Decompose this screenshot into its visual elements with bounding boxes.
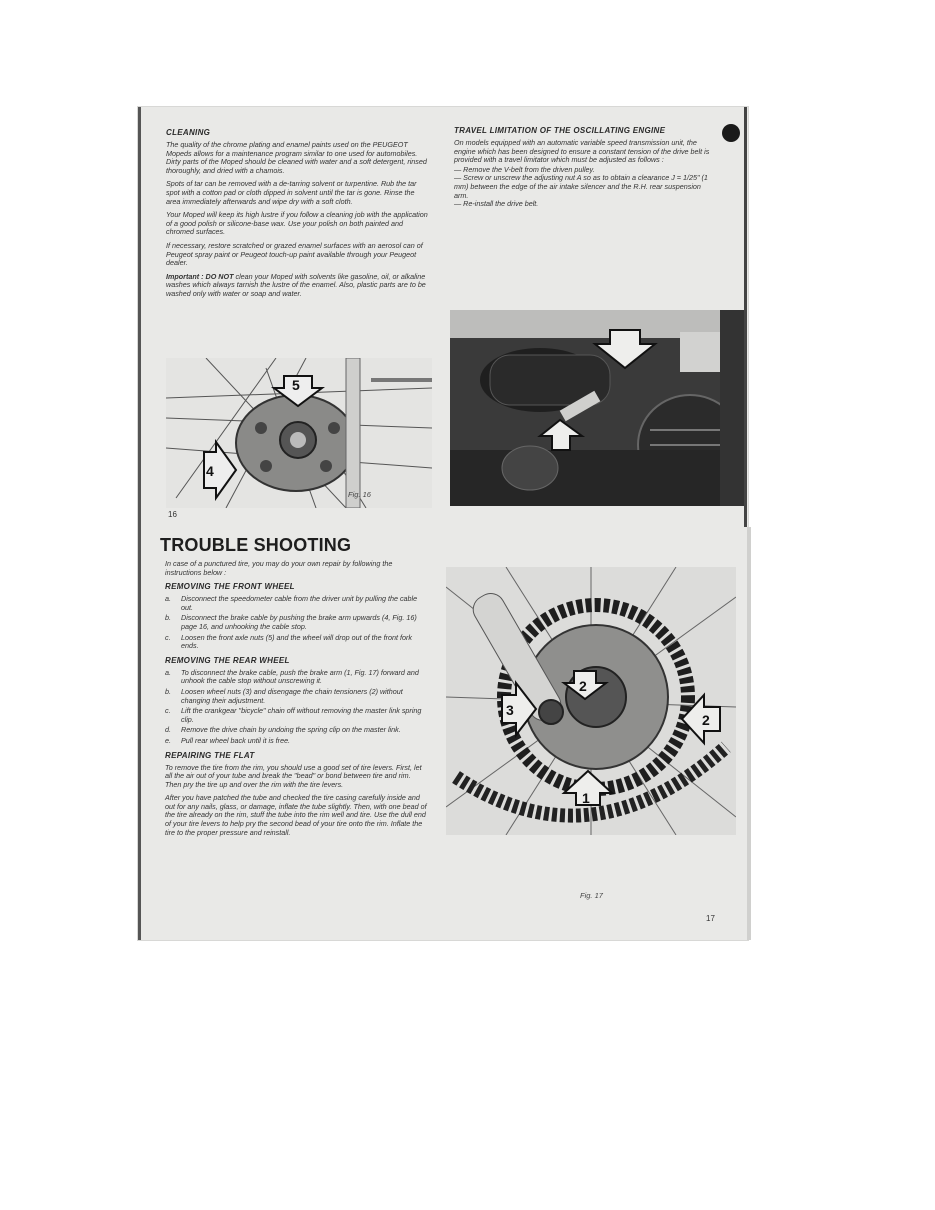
trouble-shooting-text: [165, 560, 428, 842]
cleaning-heading: CLEANING: [166, 128, 211, 137]
front-wheel-heading: REMOVING THE FRONT WHEEL: [165, 582, 295, 592]
repair-flat-heading: REPAIRING THE FLAT: [165, 750, 255, 760]
page-number-16: 16: [168, 510, 177, 519]
important-label: Important : DO NOT: [166, 271, 234, 281]
sheet-fold-edge: [747, 527, 751, 940]
figure-16-caption: Fig. 16: [348, 490, 371, 499]
important-note: [166, 273, 430, 299]
callout-3-label: 3: [506, 702, 514, 718]
travel-step: — Screw or unscrew the adjusting nut A so as to obtain a clearance J = 1/25" (1 mm) between the edge of the air intake silencer and the R.H. rear suspension arm.: [454, 173, 708, 200]
list-item: b. Disconnect the brake cable by pushing the brake arm upwards (4, Fig. 16) page 16, and unhooking the cable stop.: [165, 613, 417, 631]
travel-limitation-section: [454, 126, 716, 214]
list-item: c. Lift the crankgear "bicycle" chain off without removing the master link spring clip.: [165, 706, 422, 724]
sheet-right-edge: [744, 107, 747, 527]
callout-1-label: 1: [582, 790, 590, 806]
engine-illustration: [450, 310, 744, 506]
callout-5-label: 5: [292, 377, 300, 393]
callout-2-right-label: 2: [702, 712, 710, 728]
rear-wheel-steps: [165, 669, 428, 746]
list-item: c. Loosen the front axle nuts (5) and the wheel will drop out of the front fork ends.: [165, 632, 412, 651]
travel-step: — Remove the V-belt from the driven pulley.: [454, 164, 595, 174]
figure-16-photo: [166, 358, 432, 508]
list-item: a. To disconnect the brake cable, push the brake arm (1, Fig. 17) forward and unhook the cable stop without unscrewing it.: [165, 667, 419, 686]
trouble-shooting-title: TROUBLE SHOOTING: [160, 535, 352, 555]
travel-heading: TRAVEL LIMITATION OF THE OSCILLATING ENGINE: [454, 126, 666, 135]
repair-flat-paragraph: To remove the tire from the rim, you should use a good set of tire levers. First, let all the air out of your tube and break the "bead" or bond between tire and rim. Then pry the tire up and over the rim with the tire levers.: [165, 762, 422, 789]
page-number-17: 17: [706, 914, 715, 923]
figure-17-caption: Fig. 17: [580, 891, 603, 900]
callout-2-left-label: 2: [579, 678, 587, 694]
list-item: e. Pull rear wheel back until it is free.: [165, 735, 291, 745]
list-item: b. Loosen wheel nuts (3) and disengage the chain tensioners (2) without changing their adjustment.: [165, 686, 403, 705]
list-item: d. Remove the drive chain by undoing the spring clip on the master link.: [165, 725, 401, 735]
cleaning-section: [166, 128, 430, 304]
rear-wheel-heading: REMOVING THE REAR WHEEL: [165, 655, 290, 665]
front-wheel-steps: [165, 595, 428, 651]
sheet-left-edge: [138, 107, 141, 940]
cleaning-paragraph: If necessary, restore scratched or grazed enamel surfaces with an aerosol can of Peugeot spray paint or Peugeot touch-up paint available through your Peugeot dealer.: [166, 240, 423, 268]
travel-step: — Re-install the drive belt.: [454, 199, 539, 209]
travel-paragraph: On models equipped with an automatic variable speed transmission unit, the engine which has been designed to ensure a constant tension of the drive belt is provided with a travel limitator which must be adjusted as follows :: [454, 138, 710, 165]
binding-hole: [722, 124, 740, 142]
cleaning-paragraph: Spots of tar can be removed with a de-tarring solvent or turpentine. Rub the tar spot with a cotton pad or cloth dipped in solvent until the tar is gone. Rinse the area immediately afterwards and wipe dry with a soft cloth.: [166, 179, 417, 206]
rear-hub-illustration: [446, 567, 736, 835]
cleaning-paragraph: Your Moped will keep its high lustre if you follow a cleaning job with the application of a good polish or silicone-base wax. Use your polish on both painted and chromed surfaces.: [166, 210, 428, 237]
engine-photo: [450, 310, 744, 506]
callout-4-label: 4: [206, 463, 214, 479]
repair-flat-paragraph: After you have patched the tube and checked the tire casing carefully inside and out for any nails, glass, or damage, inflate the tube slightly. Then, with one bead of the tire already on the rim, stuff the tube into the rim well and tire. Use the dull end of your tire levers to help pry the second bead of your tire onto the rim. Inflate the tire to the proper pressure and reinstall.: [165, 793, 427, 837]
figure-17-photo: [446, 567, 736, 835]
front-hub-illustration: [166, 358, 432, 508]
important-text: clean your Moped with solvents like gasoline, oil, or alkaline washes which always tarnish the lustre of the enamel. Also, plastic parts are to be washed only with water or soap and water.: [166, 271, 426, 298]
trouble-intro: In case of a punctured tire, you may do your own repair by following the instructions below :: [165, 559, 393, 577]
cleaning-paragraph: The quality of the chrome plating and enamel paints used on the PEUGEOT Mopeds allows for a maintenance program similar to one used for automobiles. Dirty parts of the Moped should be cleaned with water and a soft detergent, rinsed thoroughly, and dried with a chamois.: [166, 140, 427, 175]
list-item: a. Disconnect the speedometer cable from the driver unit by pulling the cable out.: [165, 594, 418, 612]
